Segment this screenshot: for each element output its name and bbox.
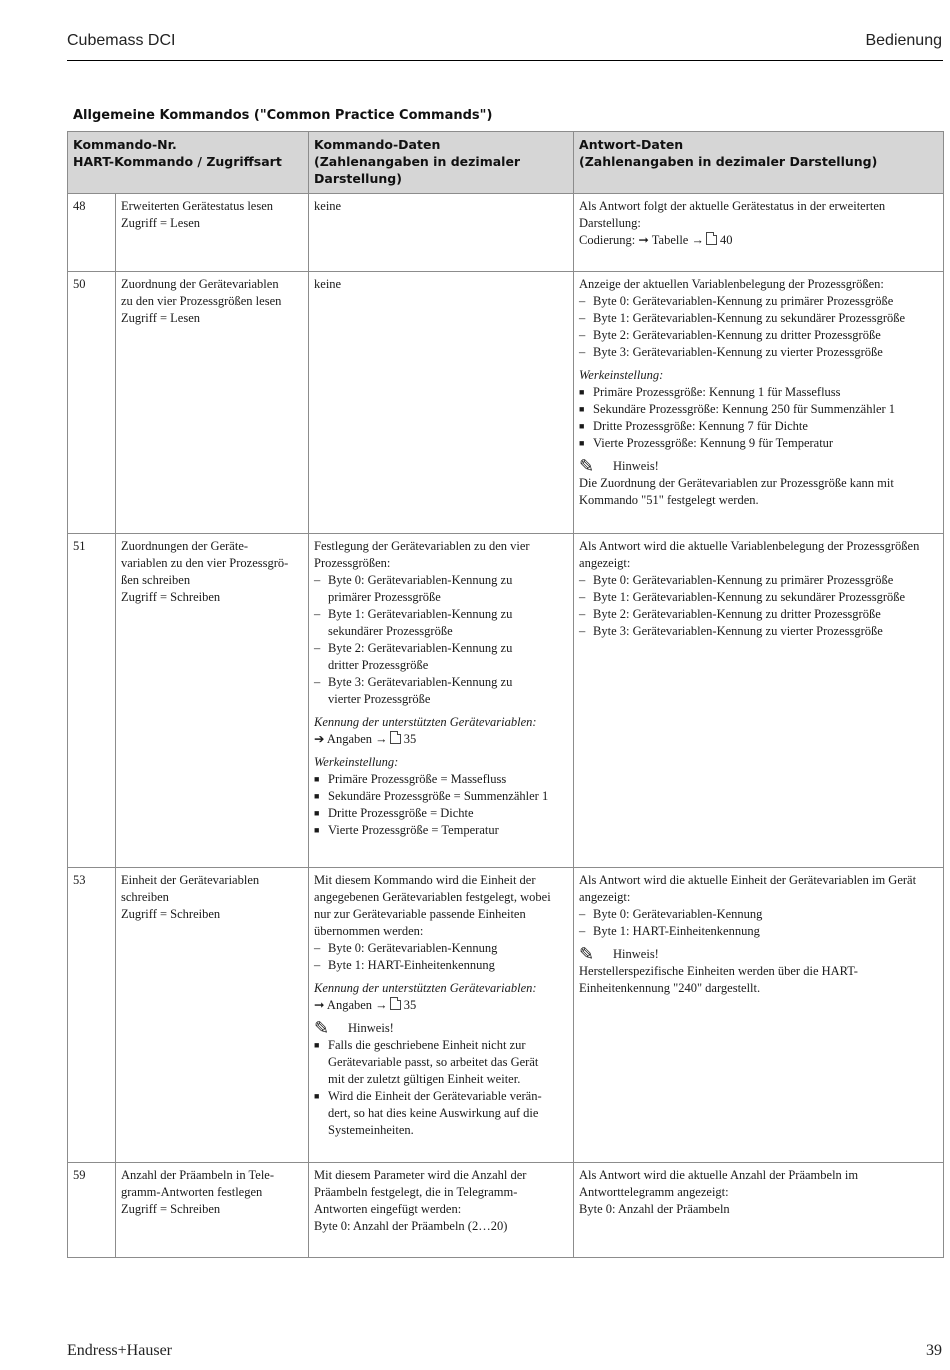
command-data: Mit diesem Parameter wird die Anzahl der Präambeln festgelegt, die in Telegramm- Antworten eingefügt werden: Byte 0: Anzahl der Präambeln (2…20) (309, 1163, 574, 1258)
table-row (68, 534, 944, 868)
header-rule (67, 60, 943, 61)
note: ✎ Hinweis! (314, 1018, 394, 1038)
command-description: Erweiterten Gerätestatus lesen Zugriff = Lesen (116, 194, 309, 272)
command-data: Festlegung der Gerätevariablen zu den vier Prozessgrößen: – Byte 0: Gerätevariablen-Kennung zu primärer Prozessgröße – Byte 1: Gerätevariablen-Kennung zu sekundärer Prozessgröße – Byte 2: Gerätevariablen-Kennung zu dritter Prozessgröße – Byte 3: Gerätevariablen-Kennung zu vierter Prozessgröße Kennung der unterstützten Gerätevariablen: ➔ Angaben → 35 Werkeinstellung: ■ Primäre Prozessgröße = Massefluss ■ Sekundäre Prozessgröße = Summenzähler 1 ■ Dritte Prozessgröße = Dichte ■ Vierte Prozessgröße = Temperatur (309, 534, 574, 868)
command-data: Mit diesem Kommando wird die Einheit der angegebenen Gerätevariablen festgelegt, wobei nur zur Gerätevariable passende Einheiten übernommen werden: – Byte 0: Gerätevariablen-Kennung – Byte 1: HART-Einheitenkennung Kennung der unterstützten Gerätevariablen: ➞ Angaben → 35 ✎ Hinweis! ■ Falls die geschriebene Einheit nicht zur Gerätevariable passt, so arbeitet das Gerät mit der zuletzt gültigen Einheit weiter. ■ Wird die Einheit der Gerätevariable verän- dert, so hat dies keine Auswirkung auf die Systemeinheiten. (309, 868, 574, 1163)
factory-setting-label: Werkeinstellung: (314, 755, 399, 769)
page-reference[interactable]: ➔ Angaben → 35 (314, 732, 417, 746)
command-number: 59 (68, 1163, 116, 1258)
response-data: Als Antwort wird die aktuelle Anzahl der Präambeln im Antworttelegramm angezeigt: Byte 0: Anzahl der Präambeln (574, 1163, 944, 1258)
header-section: Bedienung (865, 32, 942, 49)
footer-company: Endress+Hauser (67, 1342, 172, 1359)
page-number: 39 (926, 1342, 942, 1359)
command-description: Zuordnung der Gerätevariablen zu den vier Prozessgrößen lesen Zugriff = Lesen (116, 272, 309, 534)
response-data: Als Antwort wird die aktuelle Einheit der Gerätevariablen im Gerät angezeigt: – Byte 0: Gerätevariablen-Kennung – Byte 1: HART-Einheitenkennung ✎ Hinweis! Herstellerspezifische Einheiten werden über die HART- Einheitenkennung "240" dargestellt. (574, 868, 944, 1163)
page-icon (390, 997, 401, 1010)
page-reference[interactable]: Codierung: ➞ Tabelle → 40 (579, 233, 733, 247)
page-icon (706, 232, 717, 245)
note: ✎ Hinweis! (579, 456, 659, 476)
header-doc-title: Cubemass DCI (67, 32, 176, 49)
command-description: Anzahl der Präambeln in Tele- gramm-Antworten festlegen Zugriff = Schreiben (116, 1163, 309, 1258)
table-header-row (68, 132, 944, 194)
table-row (68, 1163, 944, 1258)
note: ✎ Hinweis! (579, 944, 659, 964)
command-description: Einheit der Gerätevariablen schreiben Zugriff = Schreiben (116, 868, 309, 1163)
commands-table (67, 131, 944, 1258)
col-header-command: Kommando-Nr. HART-Kommando / Zugriffsart (68, 132, 309, 194)
command-description: Zuordnungen der Geräte- variablen zu den vier Prozessgrö- ßen schreiben Zugriff = Schreiben (116, 534, 309, 868)
supported-ids-label: Kennung der unterstützten Gerätevariablen: (314, 715, 537, 729)
page-reference[interactable]: ➞ Angaben → 35 (314, 998, 417, 1012)
table-row (68, 272, 944, 534)
page-icon (390, 731, 401, 744)
response-data: Als Antwort wird die aktuelle Variablenbelegung der Prozessgrößen angezeigt: – Byte 0: Gerätevariablen-Kennung zu primärer Prozessgröße – Byte 1: Gerätevariablen-Kennung zu sekundärer Prozessgröße – Byte 2: Gerätevariablen-Kennung zu dritter Prozessgröße – Byte 3: Gerätevariablen-Kennung zu vierter Prozessgröße (574, 534, 944, 868)
table-row (68, 194, 944, 272)
factory-setting-label: Werkeinstellung: (579, 368, 664, 382)
table-row (68, 868, 944, 1163)
note-pencil-icon: ✎ (579, 944, 595, 964)
note-pencil-icon: ✎ (314, 1018, 330, 1038)
command-number: 53 (68, 868, 116, 1163)
command-data: keine (309, 194, 574, 272)
col-header-response-data: Antwort-Daten (Zahlenangaben in dezimaler Darstellung) (574, 132, 944, 194)
command-number: 51 (68, 534, 116, 868)
table-title: Allgemeine Kommandos ("Common Practice Commands") (73, 108, 493, 123)
col-header-command-data: Kommando-Daten (Zahlenangaben in dezimaler Darstellung) (309, 132, 574, 194)
supported-ids-label: Kennung der unterstützten Gerätevariablen: (314, 981, 537, 995)
response-data: Als Antwort folgt der aktuelle Gerätestatus in der erweiterten Darstellung: Codierung: ➞ Tabelle → 40 (574, 194, 944, 272)
command-number: 48 (68, 194, 116, 272)
response-data: Anzeige der aktuellen Variablenbelegung der Prozessgrößen: – Byte 0: Gerätevariablen-Kennung zu primärer Prozessgröße – Byte 1: Gerätevariablen-Kennung zu sekundärer Prozessgröße – Byte 2: Gerätevariablen-Kennung zu dritter Prozessgröße – Byte 3: Gerätevariablen-Kennung zu vierter Prozessgröße Werkeinstellung: ■ Primäre Prozessgröße: Kennung 1 für Massefluss ■ Sekundäre Prozessgröße: Kennung 250 für Summenzähler 1 ■ Dritte Prozessgröße: Kennung 7 für Dichte ■ Vierte Prozessgröße: Kennung 9 für Temperatur ✎ Hinweis! Die Zuordnung der Gerätevariablen zur Prozessgröße kann mit Kommando "51" festgelegt werden. (574, 272, 944, 534)
command-data: keine (309, 272, 574, 534)
command-number: 50 (68, 272, 116, 534)
note-pencil-icon: ✎ (579, 456, 595, 476)
